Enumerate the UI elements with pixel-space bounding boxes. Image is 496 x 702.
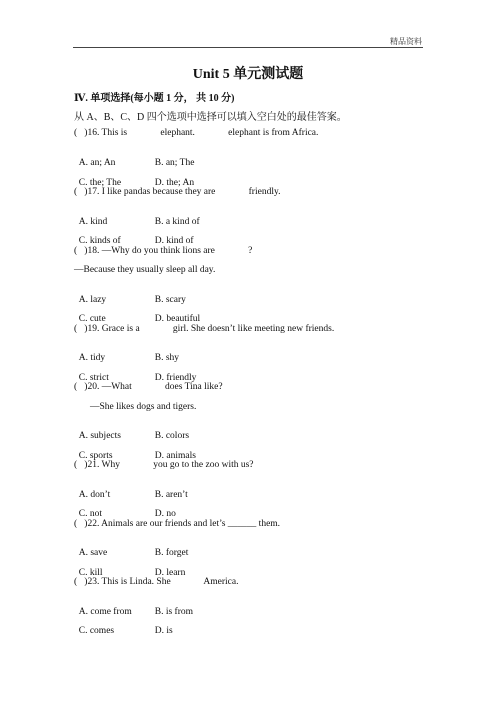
question-20-options-cd <box>74 441 196 461</box>
question-17-options-ab <box>74 207 200 227</box>
question-16-options-cd <box>74 168 194 188</box>
option-a[interactable]: A. an; An <box>78 158 116 168</box>
option-b[interactable]: B. scary <box>154 295 186 305</box>
question-23-stem: ( )23. This is Linda. She America. <box>74 577 239 587</box>
question-21-options-cd <box>74 499 176 519</box>
question-21-stem: ( )21. Why you go to the zoo with us? <box>74 460 254 470</box>
question-19-stem: ( )19. Grace is a girl. She doesn’t like meeting new friends. <box>74 324 335 334</box>
section-heading: Ⅳ. 单项选择(每小题 1 分， 共 10 分) <box>74 93 235 104</box>
option-c[interactable]: C. the; The <box>78 178 122 188</box>
option-b[interactable]: B. a kind of <box>154 217 200 227</box>
option-d[interactable]: D. kind of <box>154 236 194 246</box>
option-c[interactable]: C. strict <box>78 373 109 383</box>
option-b[interactable]: B. is from <box>154 607 194 617</box>
question-20-response: —She likes dogs and tigers. <box>90 402 197 412</box>
option-c[interactable]: C. kill <box>78 568 103 578</box>
question-19-options-cd <box>74 363 196 383</box>
option-d[interactable]: D. animals <box>154 451 196 461</box>
instructions: 从 A、B、C、D 四个选项中选择可以填入空白处的最佳答案。 <box>74 112 347 123</box>
option-d[interactable]: D. beautiful <box>154 314 201 324</box>
question-17-options-cd <box>74 226 194 246</box>
option-a[interactable]: A. tidy <box>78 353 106 363</box>
option-c[interactable]: C. kinds of <box>78 236 121 246</box>
option-a[interactable]: A. save <box>78 548 108 558</box>
question-19-options-ab <box>74 343 179 363</box>
option-c[interactable]: C. comes <box>78 626 115 636</box>
option-a[interactable]: A. lazy <box>78 295 107 305</box>
question-18-response: —Because they usually sleep all day. <box>74 265 216 275</box>
option-b[interactable]: B. shy <box>154 353 180 363</box>
question-20-options-ab <box>74 421 189 441</box>
option-d[interactable]: D. learn <box>154 568 186 578</box>
option-a[interactable]: A. don’t <box>78 490 111 500</box>
option-a[interactable]: A. kind <box>78 217 108 227</box>
question-18-stem: ( )18. —Why do you think lions are ? <box>74 246 253 256</box>
page-title: Unit 5 单元测试题 <box>192 67 304 82</box>
option-c[interactable]: C. sports <box>78 451 113 461</box>
option-a[interactable]: A. come from <box>78 607 132 617</box>
header-label: 精品资料 <box>390 37 422 46</box>
question-21-options-ab <box>74 480 188 500</box>
option-d[interactable]: D. friendly <box>154 373 197 383</box>
option-d[interactable]: D. the; An <box>154 178 195 188</box>
question-16-options-ab <box>74 148 194 168</box>
option-b[interactable]: B. colors <box>154 431 190 441</box>
option-a[interactable]: A. subjects <box>78 431 121 441</box>
question-20-stem: ( )20. —What does Tina like? <box>74 382 223 392</box>
question-18-options-cd <box>74 304 200 324</box>
option-b[interactable]: B. forget <box>154 548 189 558</box>
option-c[interactable]: C. cute <box>78 314 106 324</box>
option-b[interactable]: B. an; The <box>154 158 195 168</box>
question-23-options-cd <box>74 616 173 636</box>
question-23-options-ab <box>74 597 193 617</box>
question-16-stem: ( )16. This is elephant. elephant is from Africa. <box>74 128 319 138</box>
option-d[interactable]: D. is <box>154 626 173 636</box>
question-22-options-cd <box>74 558 185 578</box>
option-c[interactable]: C. not <box>78 509 102 519</box>
question-22-stem: ( )22. Animals are our friends and let’s ______ them. <box>74 519 281 529</box>
option-b[interactable]: B. aren’t <box>154 490 188 500</box>
header-rule <box>73 47 423 48</box>
option-d[interactable]: D. no <box>154 509 176 519</box>
question-18-options-ab <box>74 285 186 305</box>
question-22-options-ab <box>74 538 188 558</box>
question-17-stem: ( )17. I like pandas because they are friendly. <box>74 187 281 197</box>
